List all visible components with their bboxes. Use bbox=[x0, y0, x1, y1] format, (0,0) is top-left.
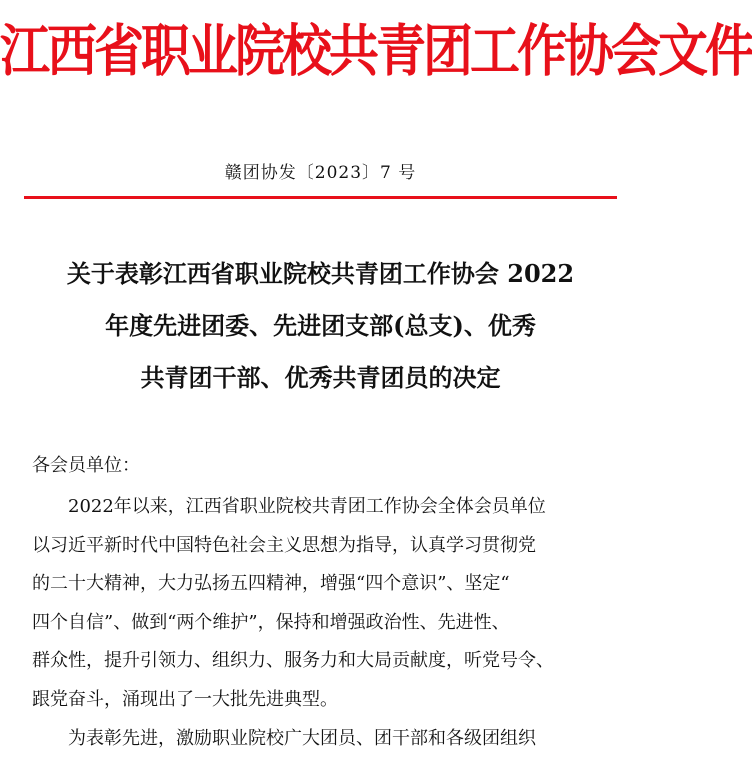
salutation: 各会员单位： bbox=[32, 455, 140, 476]
title-line-1: 关于表彰江西省职业院校共青团工作协会 2022 bbox=[66, 259, 575, 288]
body-line-7: 为表彰先进，激励职业院校广大团员、团干部和各级团组织 bbox=[68, 727, 536, 749]
title-line-3: 共青团干部、优秀共青团员的决定 bbox=[140, 363, 501, 392]
body-line-2: 以习近平新时代中国特色社会主义思想为指导，认真学习贯彻党 bbox=[32, 534, 536, 556]
title-line-2: 年度先进团委、先进团支部(总支)、优秀 bbox=[105, 311, 536, 340]
body-line-3: 的二十大精神，大力弘扬五四精神，增强“四个意识”、坚定“ bbox=[32, 573, 510, 595]
body-text bbox=[32, 488, 622, 758]
document-title bbox=[0, 248, 641, 404]
red-divider-rule bbox=[24, 196, 617, 199]
masthead-title: 江西省职业院校共青团工作协会文件 bbox=[0, 18, 752, 85]
body-line-1: 2022年以来，江西省职业院校共青团工作协会全体会员单位 bbox=[68, 496, 546, 517]
document-number: 赣团协发〔2023〕7 号 bbox=[224, 163, 417, 183]
body-line-4: 四个自信”、做到“两个维护”，保持和增强政治性、先进性、 bbox=[32, 611, 510, 633]
body-line-6: 跟党奋斗，涌现出了一大批先进典型。 bbox=[32, 688, 338, 710]
body-line-5: 群众性，提升引领力、组织力、服务力和大局贡献度，听党号令、 bbox=[32, 650, 554, 672]
